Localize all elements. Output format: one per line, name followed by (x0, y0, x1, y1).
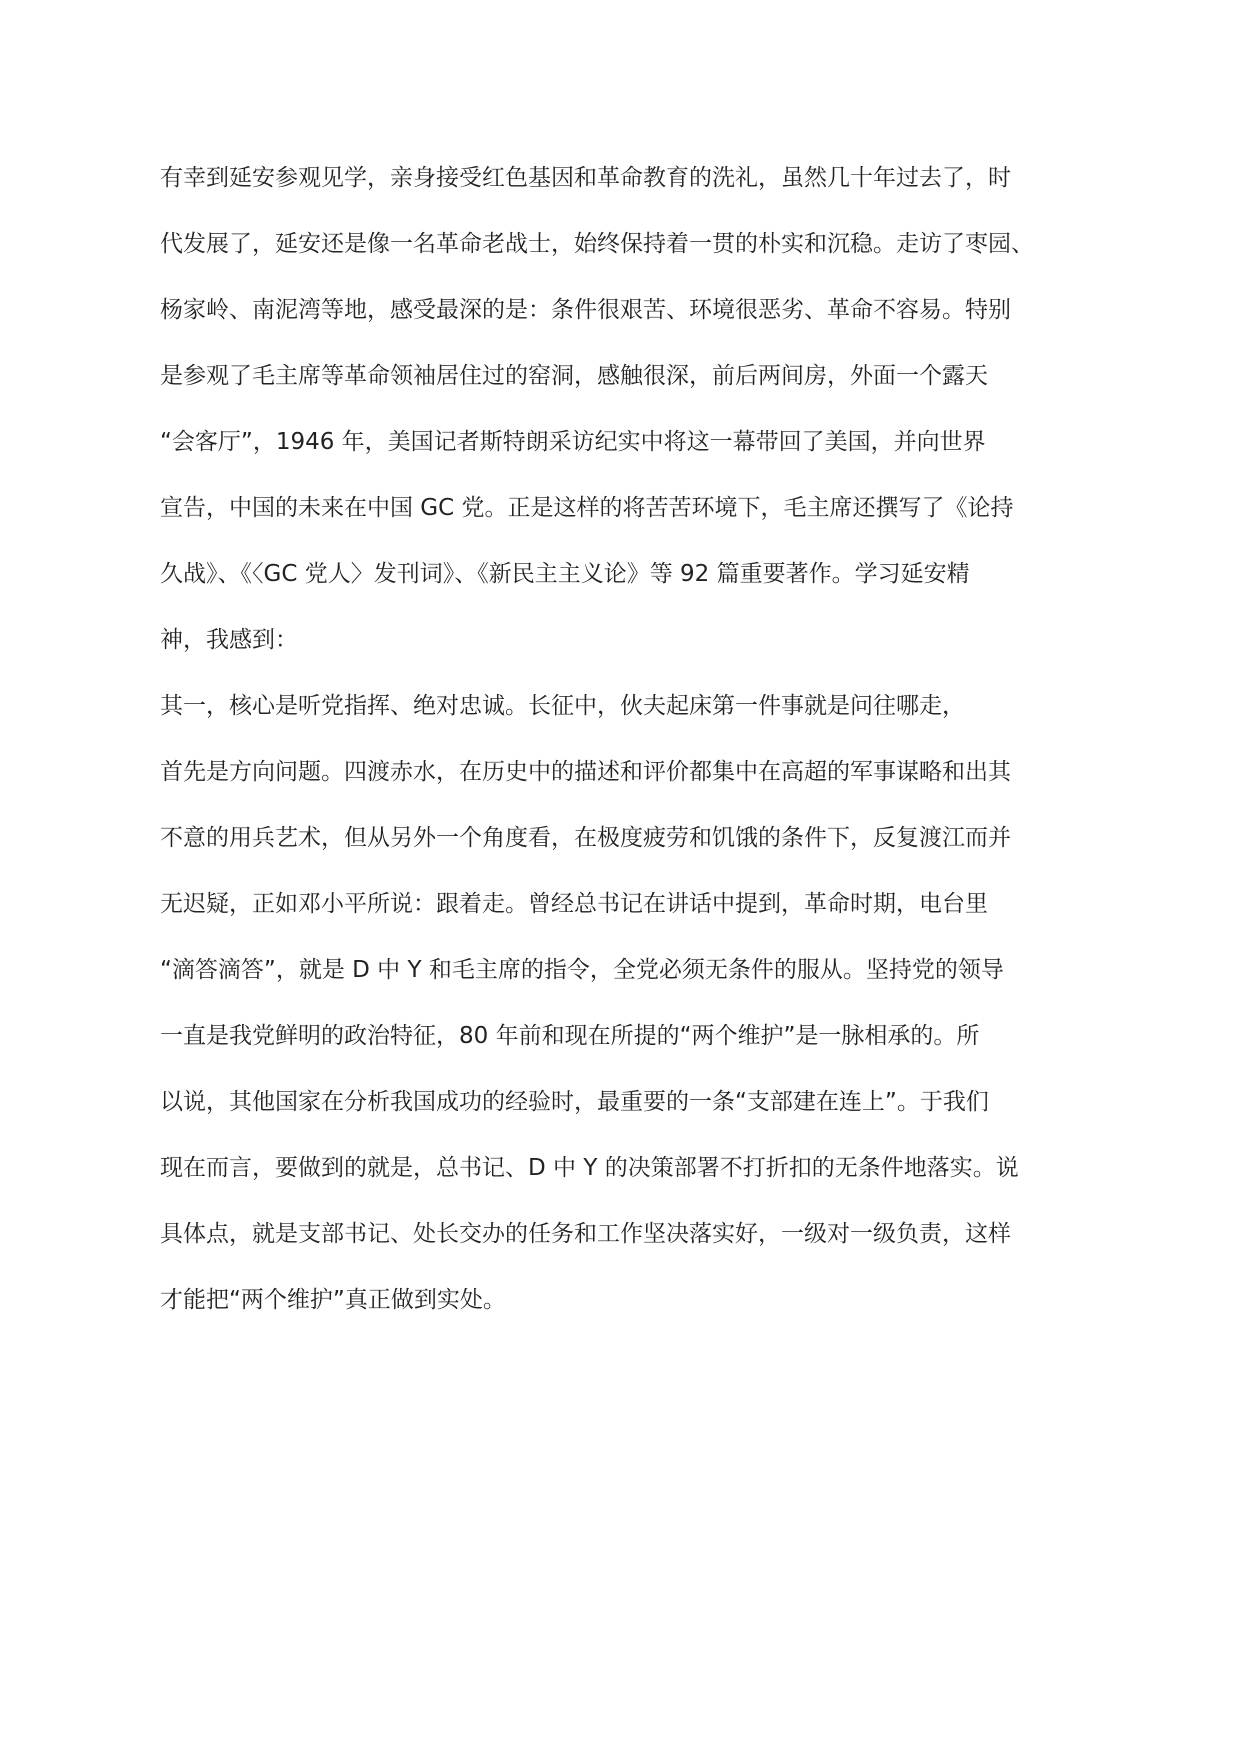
text-line-15: 以说，其他国家在分析我国成功的经验时，最重要的一条“支部建在连上”。于我们 (160, 1089, 989, 1115)
text-line-13: “滴答滴答”，就是 D 中 Y 和毛主席的指令，全党必须无条件的服从。坚持党的领导 (160, 957, 1004, 983)
text-line-9: 其一，核心是听党指挥、绝对忠诚。长征中，伙夫起床第一件事就是问往哪走， (160, 693, 965, 719)
text-line-5: “会客厅”，1946 年，美国记者斯特朗采访纪实中将这一幕带回了美国，并向世界 (160, 429, 986, 455)
text-line-1: 有幸到延安参观见学，亲身接受红色基因和革命教育的洗礼，虽然几十年过去了，时 (160, 165, 1011, 191)
text-line-11: 不意的用兵艺术，但从另外一个角度看，在极度疲劳和饥饿的条件下，反复渡江而并 (160, 825, 1011, 851)
text-line-18: 才能把“两个维护”真正做到实处。 (160, 1287, 506, 1313)
text-line-4: 是参观了毛主席等革命领袖居住过的窑洞，感触很深，前后两间房，外面一个露天 (160, 363, 988, 389)
text-line-2: 代发展了，延安还是像一名革命老战士，始终保持着一贯的朴实和沉稳。走访了枣园、 (160, 231, 1034, 257)
text-line-6: 宣告，中国的未来在中国 GC 党。正是这样的将苦苦环境下，毛主席还撰写了《论持 (160, 495, 1014, 521)
text-line-8: 神，我感到： (160, 627, 298, 653)
text-line-10: 首先是方向问题。四渡赤水，在历史中的描述和评价都集中在高超的军事谋略和出其 (160, 759, 1011, 785)
text-line-7: 久战》、《〈GC 党人〉发刊词》、《新民主主义论》等 92 篇重要著作。学习延安精 (160, 561, 970, 587)
text-line-17: 具体点，就是支部书记、处长交办的任务和工作坚决落实好，一级对一级负责，这样 (160, 1221, 1011, 1247)
text-line-14: 一直是我党鲜明的政治特征，80 年前和现在所提的“两个维护”是一脉相承的。所 (160, 1023, 980, 1049)
text-line-16: 现在而言，要做到的就是，总书记、D 中 Y 的决策部署不打折扣的无条件地落实。说 (160, 1155, 1019, 1181)
text-line-3: 杨家岭、南泥湾等地，感受最深的是：条件很艰苦、环境很恶劣、革命不容易。特别 (160, 297, 1011, 323)
text-line-12: 无迟疑，正如邓小平所说：跟着走。曾经总书记在讲话中提到，革命时期，电台里 (160, 891, 988, 917)
